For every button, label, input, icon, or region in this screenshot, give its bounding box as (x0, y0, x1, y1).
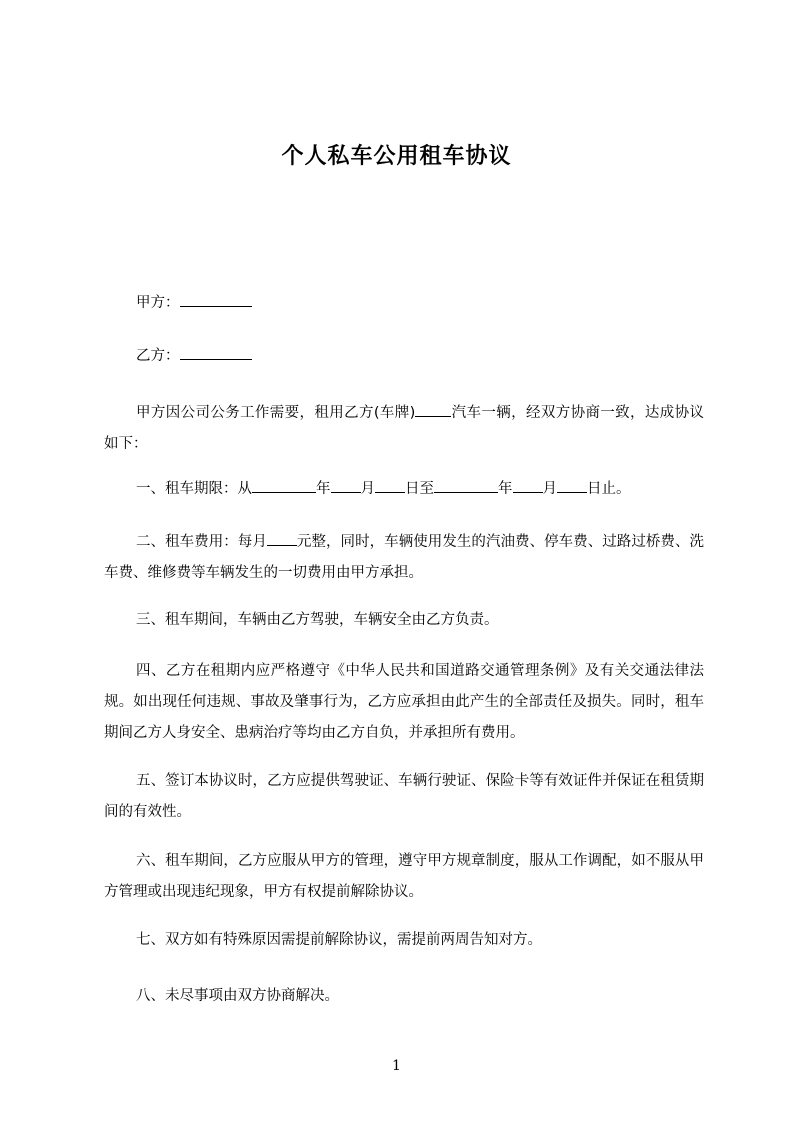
plate-blank (415, 402, 451, 417)
start-year-blank (252, 478, 316, 493)
party-a-blank (180, 292, 252, 307)
page-number: 1 (392, 1058, 401, 1074)
clause-5: 五、签订本协议时，乙方应提供驾驶证、车辆行驶证、保险卡等有效证件并保证在租赁期间的有效性。 (104, 773, 704, 820)
party-b-blank (180, 345, 252, 360)
document-title: 个人私车公用租车协议 (281, 144, 512, 169)
end-day-blank (557, 478, 587, 493)
clause-6: 六、租车期间，乙方应服从甲方的管理，遵守甲方规章制度，服从工作调配，如不服从甲方管理或出现违纪现象，甲方有权提前解除协议。 (104, 853, 704, 900)
clause-3: 三、租车期间，车辆由乙方驾驶，车辆安全由乙方负责。 (136, 612, 499, 628)
party-a-line (136, 292, 252, 313)
clause-8: 八、未尽事项由双方协商解决。 (136, 988, 339, 1004)
end-year-blank (434, 478, 498, 493)
party-b-line (136, 345, 252, 366)
monthly-fee-blank (267, 531, 297, 546)
clause-1: 一、租车期限：从 年 月 日至 年 月 日止。 (104, 478, 704, 499)
clause-2: 二、租车费用：每月 元整，同时，车辆使用发生的汽油费、停车费、过路过桥费、洗车费、维修费等车辆发生的一切费用由甲方承担。 (104, 527, 704, 589)
start-day-blank (375, 478, 405, 493)
intro-paragraph: 甲方因公司公务工作需要，租用乙方(车牌) 汽车一辆，经双方协商一致，达成协议如下： (104, 398, 704, 460)
party-b-label: 乙方： (136, 348, 180, 364)
party-a-label: 甲方： (136, 295, 180, 311)
clause-4: 四、乙方在租期内应严格遵守《中华人民共和国道路交通管理条例》及有关交通法律法规。如出现任何违规、事故及肇事行为，乙方应承担由此产生的全部责任及损失。同时，租车期间乙方人身安全、患病治疗等均由乙方自负，并承担所有费用。 (104, 663, 704, 741)
end-month-blank (513, 478, 543, 493)
clause-7: 七、双方如有特殊原因需提前解除协议，需提前两周告知对方。 (136, 932, 542, 948)
start-month-blank (331, 478, 361, 493)
